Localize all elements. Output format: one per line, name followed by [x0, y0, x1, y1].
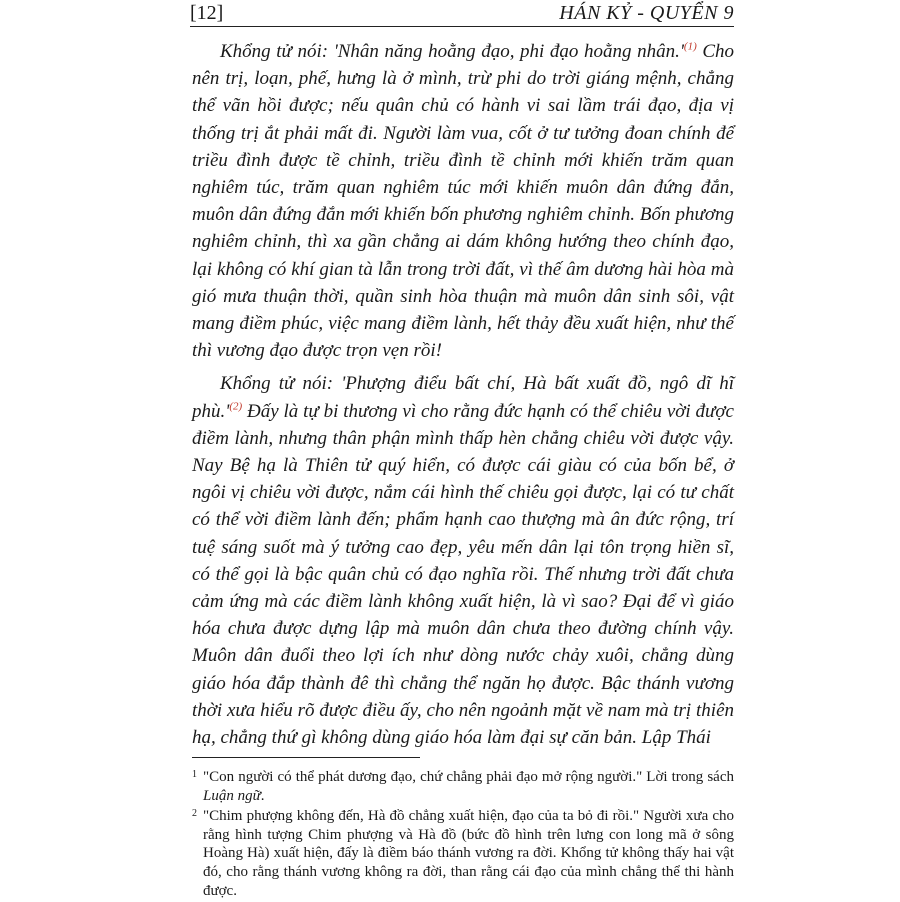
paragraph	[192, 370, 734, 751]
running-title: HÁN KỶ - QUYỂN 9	[559, 2, 734, 24]
footnote-ref[interactable]: (2)	[229, 400, 243, 413]
paragraph-text-continued: Đấy là tự bi thương vì cho rằng đức hạnh có thể chiêu vời được điềm lành, nhưng thân phận mình thấp hèn chẳng chiêu vời được vậy. Nay Bệ hạ là Thiên tử quý hiển, có được cái giàu có của bốn bể, ở ngôi vị chiêu vời được, nắm cái hình thế chiêu gọi được, lại có tư chất có thể vời điềm lành đến; phẩm hạnh cao thượng mà ân đức rộng, trí tuệ sáng suốt mà ý tưởng cao đẹp, yêu mến dân lại tôn trọng hiền sĩ, có thể gọi là bậc quân chủ có đạo nghĩa rồi. Thế nhưng trời đất chưa cảm ứng mà các điềm lành không xuất hiện, là vì sao? Đại để vì giáo hóa chưa được dựng lập mà muôn dân chưa theo đường chính vậy. Muôn dân đuổi theo lợi ích như dòng nước chảy xuôi, chẳng dùng giáo hóa đắp thành đê thì chẳng thể ngăn họ được. Bậc thánh vương thời xưa hiểu rõ được điều ấy, cho nên ngoảnh mặt về nam mà trị thiên hạ, chẳng thứ gì không dùng giáo hóa làm đại sự căn bản. Lập Thái	[192, 400, 734, 749]
footnote-number: 2	[192, 808, 197, 820]
page-number: [12]	[190, 2, 224, 24]
footnotes	[192, 768, 734, 902]
page-header	[190, 2, 734, 27]
paragraph-text: Khổng tử nói: 'Phượng điểu bất chí, Hà bất xuất đồ, ngô dĩ hĩ phù.'	[192, 373, 734, 422]
footnote	[192, 768, 734, 805]
footnote-ref[interactable]: (1)	[683, 40, 697, 53]
footnote-source: Luận ngữ	[203, 787, 261, 804]
footnote-text: "Chim phượng không đến, Hà đồ chẳng xuất hiện, đạo của ta bỏ đi rồi." Người xưa cho rằng hình tượng Chim phượng và Hà đồ (bức đồ hình trên lưng con long mã ở sông Hoàng Hà) xuất hiện, đấy là điềm báo thánh vương ra đời. Khổng tử không thấy hai vật đó, cho rằng thánh vương không ra đời, than rằng cái đạo của mình chẳng thể thi hành được.	[203, 808, 734, 899]
paragraph-text-continued: Cho nên trị, loạn, phế, hưng là ở mình, trừ phi do trời giáng mệnh, chẳng thể vãn hồi được; nếu quân chủ có hành vi sai lầm trái đạo, địa vị thống trị ắt phải mất đi. Người làm vua, cốt ở tư tưởng đoan chính để triều đình được tề chỉnh, triều đình tề chỉnh mới khiến trăm quan nghiêm túc, trăm quan nghiêm túc mới khiến muôn dân đứng đắn, muôn dân đứng đắn mới khiến bốn phương nghiêm chỉnh. Bốn phương nghiêm chỉnh, thì xa gần chẳng ai dám không hướng theo chính đạo, lại không có khí gian tà lẫn trong trời đất, vì thế âm dương hài hòa mà gió mưa thuận thời, quần sinh hòa thuận mà muôn dân sinh sôi, vật mang điềm phúc, việc mang điềm lành, hết thảy đều xuất hiện, như thế thì vương đạo được trọn vẹn rồi!	[192, 41, 734, 362]
footnote-end: .	[260, 787, 265, 804]
paragraph	[192, 38, 734, 364]
footnote-divider	[192, 757, 420, 758]
footnote-number: 1	[192, 769, 197, 780]
footnote	[192, 807, 734, 900]
paragraph-text: Khổng tử nói: 'Nhân năng hoằng đạo, phi đạo hoằng nhân.'	[220, 41, 684, 62]
main-text	[192, 38, 734, 757]
footnote-text: "Con người có thể phát dương đạo, chứ chẳng phải đạo mở rộng người." Lời trong sách	[203, 769, 734, 785]
